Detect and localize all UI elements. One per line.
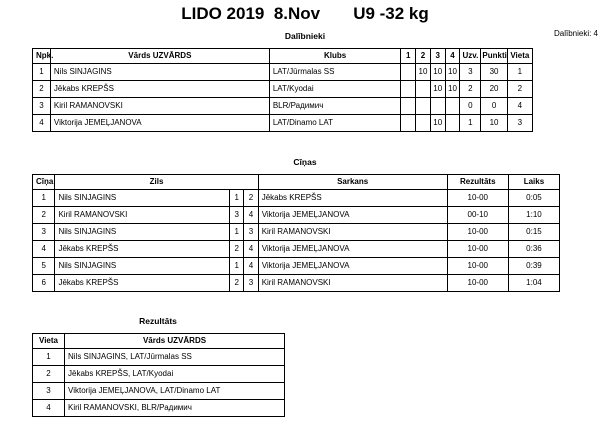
participant-row (33, 81, 533, 98)
fight-blue-name: Nils SINJAGINS (55, 258, 230, 275)
participant-points: 10 (481, 115, 507, 132)
participant-score-3: 10 (430, 81, 445, 98)
result-row (33, 366, 285, 383)
fights-table (32, 174, 560, 292)
participant-wins: 3 (460, 64, 481, 81)
result-place: 1 (33, 349, 65, 366)
fight-red-number: 4 (244, 207, 258, 224)
fight-number: 6 (33, 275, 55, 292)
participant-wins: 1 (460, 115, 481, 132)
col-fight: Cīņa (33, 175, 55, 190)
participant-score-1 (401, 98, 416, 115)
participant-row (33, 64, 533, 81)
fight-time: 0:36 (508, 241, 559, 258)
participant-name: Jēkabs KREPŠS (50, 81, 269, 98)
fight-number: 1 (33, 190, 55, 207)
fight-red-name: Kiril RAMANOVSKI (258, 224, 447, 241)
result-entry: Nils SINJAGINS, LAT/Jūrmalas SS (65, 349, 285, 366)
col-s2: 2 (416, 49, 431, 64)
participant-club: LAT/Dinamo LAT (269, 115, 401, 132)
col-result-name: Vārds UZVĀRDS (65, 334, 285, 349)
results-table (32, 333, 285, 417)
fight-blue-number: 2 (230, 241, 244, 258)
fight-row (33, 224, 560, 241)
fight-blue-name: Jēkabs KREPŠS (55, 241, 230, 258)
result-entry: Jēkabs KREPŠS, LAT/Kyodai (65, 366, 285, 383)
fight-blue-number: 2 (230, 275, 244, 292)
fight-red-name: Viktorija JEMEĻJANOVA (258, 258, 447, 275)
participant-name: Kiril RAMANOVSKI (50, 98, 269, 115)
participant-score-2 (416, 98, 431, 115)
col-npk: Npk. (33, 49, 51, 64)
col-red: Sarkans (258, 175, 447, 190)
results-heading: Rezultāts (139, 316, 177, 326)
fight-result: 10-00 (447, 258, 508, 275)
fight-blue-name: Nils SINJAGINS (55, 190, 230, 207)
fight-blue-number: 1 (230, 190, 244, 207)
fight-row (33, 275, 560, 292)
result-row (33, 400, 285, 417)
participant-score-3 (430, 98, 445, 115)
participant-score-1 (401, 64, 416, 81)
participant-score-4: 10 (445, 64, 460, 81)
fight-result: 10-00 (447, 275, 508, 292)
participant-points: 30 (481, 64, 507, 81)
fight-row (33, 258, 560, 275)
participant-score-2 (416, 81, 431, 98)
result-row (33, 383, 285, 400)
participant-place: 3 (507, 115, 532, 132)
col-result-place: Vieta (33, 334, 65, 349)
fights-heading: Cīņas (293, 157, 317, 167)
fight-number: 2 (33, 207, 55, 224)
participant-club: LAT/Kyodai (269, 81, 401, 98)
result-row (33, 349, 285, 366)
participant-place: 4 (507, 98, 532, 115)
participant-row (33, 98, 533, 115)
participant-club: BLR/Радимич (269, 98, 401, 115)
fight-red-number: 3 (244, 224, 258, 241)
col-name: Vārds UZVĀRDS (50, 49, 269, 64)
fight-time: 1:04 (508, 275, 559, 292)
result-place: 4 (33, 400, 65, 417)
participant-name: Viktorija JEMEĻJANOVA (50, 115, 269, 132)
participant-score-3: 10 (430, 115, 445, 132)
participants-count: Dalībnieki: 4 (553, 29, 598, 38)
fight-red-number: 4 (244, 258, 258, 275)
fight-result: 10-00 (447, 190, 508, 207)
participant-place: 2 (507, 81, 532, 98)
fight-red-number: 4 (244, 241, 258, 258)
fight-row (33, 241, 560, 258)
title-event: LIDO 2019 (181, 4, 265, 23)
fight-row (33, 207, 560, 224)
col-s3: 3 (430, 49, 445, 64)
participant-score-3: 10 (430, 64, 445, 81)
fight-blue-number: 1 (230, 258, 244, 275)
participant-score-2 (416, 115, 431, 132)
fight-result: 10-00 (447, 241, 508, 258)
result-place: 3 (33, 383, 65, 400)
fight-red-name: Viktorija JEMEĻJANOVA (258, 207, 447, 224)
participants-header-row (33, 49, 533, 64)
participant-score-1 (401, 81, 416, 98)
participant-wins: 2 (460, 81, 481, 98)
participant-score-4: 10 (445, 81, 460, 98)
participant-score-4 (445, 98, 460, 115)
col-wins: Uzv. (460, 49, 481, 64)
fight-blue-name: Jēkabs KREPŠS (55, 275, 230, 292)
result-place: 2 (33, 366, 65, 383)
col-s4: 4 (445, 49, 460, 64)
fight-red-name: Viktorija JEMEĻJANOVA (258, 241, 447, 258)
fight-time: 1:10 (508, 207, 559, 224)
col-time: Laiks (508, 175, 559, 190)
fight-number: 4 (33, 241, 55, 258)
result-entry: Kiril RAMANOVSKI, BLR/Радимич (65, 400, 285, 417)
fight-red-number: 2 (244, 190, 258, 207)
participant-place: 1 (507, 64, 532, 81)
fight-time: 0:15 (508, 224, 559, 241)
result-entry: Viktorija JEMEĻJANOVA, LAT/Dinamo LAT (65, 383, 285, 400)
fights-header-row (33, 175, 560, 190)
fight-blue-name: Kiril RAMANOVSKI (55, 207, 230, 224)
col-club: Klubs (269, 49, 401, 64)
fight-red-name: Kiril RAMANOVSKI (258, 275, 447, 292)
col-result: Rezultāts (447, 175, 508, 190)
col-s1: 1 (401, 49, 416, 64)
participant-row (33, 115, 533, 132)
fight-result: 00-10 (447, 207, 508, 224)
fight-row (33, 190, 560, 207)
fight-number: 5 (33, 258, 55, 275)
page-title (0, 4, 610, 24)
fight-blue-number: 3 (230, 207, 244, 224)
fight-red-name: Jēkabs KREPŠS (258, 190, 447, 207)
col-place: Vieta (507, 49, 532, 64)
title-date: 8.Nov (273, 4, 321, 23)
fight-blue-number: 1 (230, 224, 244, 241)
participants-table (32, 48, 533, 132)
fight-red-number: 3 (244, 275, 258, 292)
results-header-row (33, 334, 285, 349)
participant-points: 0 (481, 98, 507, 115)
participant-club: LAT/Jūrmalas SS (269, 64, 401, 81)
participant-score-4 (445, 115, 460, 132)
fight-result: 10-00 (447, 224, 508, 241)
participant-score-1 (401, 115, 416, 132)
participant-score-2: 10 (416, 64, 431, 81)
fight-time: 0:05 (508, 190, 559, 207)
fight-number: 3 (33, 224, 55, 241)
col-blue: Zils (55, 175, 258, 190)
fight-time: 0:39 (508, 258, 559, 275)
participant-name: Nils SINJAGINS (50, 64, 269, 81)
col-points: Punkti (481, 49, 507, 64)
participant-points: 20 (481, 81, 507, 98)
participant-npk: 1 (33, 64, 51, 81)
participant-npk: 4 (33, 115, 51, 132)
title-category: U9 -32 kg (353, 4, 429, 23)
participant-npk: 3 (33, 98, 51, 115)
participant-wins: 0 (460, 98, 481, 115)
participants-heading: Dalībnieki (284, 31, 326, 41)
participant-npk: 2 (33, 81, 51, 98)
fight-blue-name: Nils SINJAGINS (55, 224, 230, 241)
